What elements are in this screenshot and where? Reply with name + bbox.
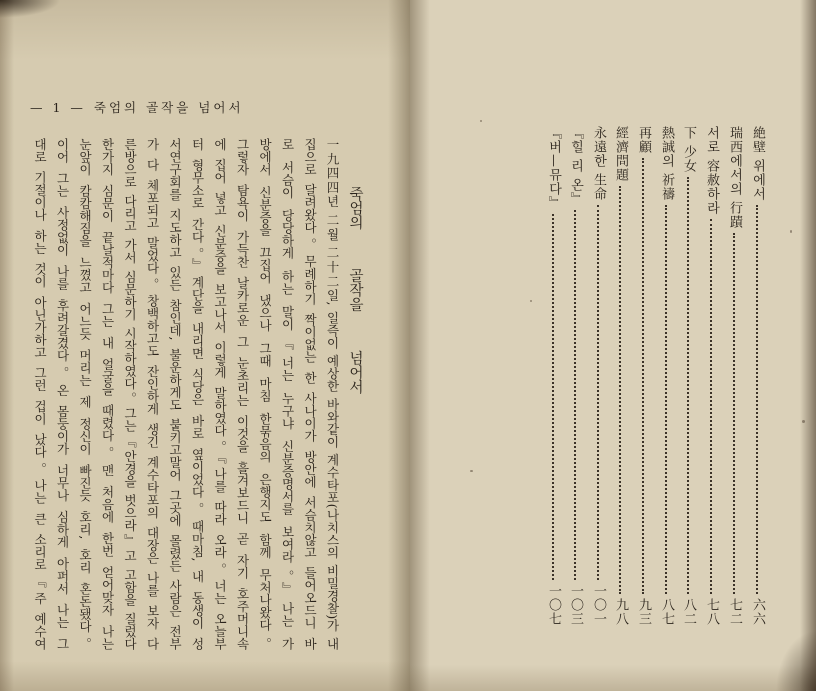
toc-entry-page: 八二	[681, 598, 696, 626]
toc-entry-page: 八七	[659, 598, 674, 626]
text-column: 에 집어 넣고 신분증을 보고나서 이렇게 말하였다。『나를 따라 오라。너는 오늘부	[212, 138, 228, 650]
running-head	[30, 100, 244, 116]
toc-entry	[611, 126, 629, 626]
paper-speck	[530, 300, 532, 302]
toc-dot-leader	[574, 210, 576, 580]
toc-entry	[544, 126, 562, 626]
toc-entry	[566, 126, 584, 626]
toc-entry-title: 『힐 리 온』	[568, 126, 583, 207]
toc-entry-title: 瑞西에서의 行蹟	[727, 126, 742, 230]
running-head-title: 죽엄의 골작을 넘어서	[93, 100, 244, 115]
toc-entry	[748, 126, 766, 626]
toc-dot-leader	[619, 186, 621, 594]
toc-entry	[634, 126, 652, 626]
toc-dot-leader	[597, 205, 599, 580]
text-column: 一九四四년 二월 二十二일, 일즉이 예상한 바와같이 계수타포(나치스의 비밀경찰)가 내	[325, 138, 340, 650]
text-column: 대로 기절이나 하는 것이 아닌가하고 그런 겁이 났다。나는 큰 소리로『주 예수여	[32, 138, 48, 650]
toc-dot-leader	[552, 214, 554, 580]
text-column: 눈앞이 캄캄해짐을 느꼈고 어느듯 머리는 제 정신이 빠진듯 호리, 호리 혼돈됐다。	[77, 138, 93, 650]
toc-entry-page: 一〇三	[568, 584, 583, 626]
toc-entry-title: 經濟問題	[613, 126, 628, 182]
toc-entry	[702, 126, 720, 626]
toc-dot-leader	[756, 205, 758, 594]
toc-dot-leader	[642, 158, 644, 594]
toc-entry-title: 『버—뮤다』	[546, 126, 561, 210]
text-column: 그렇자 탐욕이 가득찬 날카로운 그 눈초리는 이것을 흘겨보드니 곧 자기 호주머니속	[235, 138, 250, 650]
text-column: 방에서 신분증을 끄집어 냈으나 그때 마침 한묶음의 은행지도 함께 무처나왔다。	[257, 138, 273, 650]
text-column: 터 형무소로 간다。』계단을 내리면 식당은 바로 옆이었다。때마침, 내 동생이 성	[190, 138, 205, 650]
paper-speck	[790, 230, 792, 233]
text-column: 가 다 체포되고 말었다。창백하고도 잔인하게 생긴 계수타포의 대장은 나를 보자 다	[145, 138, 160, 650]
text-column: 른방으로 다리고 가서 심문하기 시작하였다。그는『안경을 벗으라』고 고함을 질렀다	[122, 138, 138, 650]
toc-dot-leader	[687, 177, 689, 594]
toc-entry-page: 七二	[727, 598, 742, 626]
toc-entry-title: 서로 容赦하라	[704, 126, 719, 216]
text-column: 이어 그는 사정없이 나를 후려갈겼다。온 몸둥이가 너무나 심하게 아퍼서 나는 그	[55, 138, 70, 650]
toc-entry-page: 六六	[750, 598, 765, 626]
toc-dot-leader	[665, 205, 667, 594]
paper-speck	[480, 120, 482, 122]
text-column: 한가지 심문이 끝날적마다 그는 내 얼굴을 때렸다。맨 처음에 한번 얻어맞자 나는	[100, 138, 115, 650]
toc-entry-title: 熱誠의 祈禱	[659, 126, 674, 202]
text-column: 로 서슴이 당당하게 하는 말이『너는 누구냐 신분증명서를 보여라。』나는 가	[280, 138, 295, 650]
toc-entry	[725, 126, 743, 626]
chapter-title: 죽엄의 골작을 넘어서	[347, 186, 363, 394]
toc-entry-page: 九八	[613, 598, 628, 626]
right-page	[410, 0, 816, 691]
paper-speck	[470, 470, 473, 472]
toc-entry	[589, 126, 607, 626]
paper-speck	[802, 420, 805, 423]
toc-entry	[679, 126, 697, 626]
toc-dot-leader	[710, 219, 712, 594]
toc-entry	[657, 126, 675, 626]
toc-entry-page: 九三	[636, 598, 651, 626]
text-column: 서연구회를 지도하고 있든 참인데, 불운하게도 붙키고말어 그곳에 몰렸든 사람은 전부	[167, 138, 183, 650]
toc-entry-title: 絶壁 위에서	[750, 126, 765, 202]
toc-entry-title: 再顧	[636, 126, 651, 154]
toc-entry-title: 永遠한 生命	[591, 126, 606, 202]
body-text	[28, 138, 343, 652]
text-column: 집으로 달려왔다。무례하기 짝이없는 한 사나이가 방안에 서슴치않고 들어오드니 바	[302, 138, 318, 650]
toc-entry-page: 一〇一	[591, 584, 606, 626]
toc-entry-page: 七八	[704, 598, 719, 626]
running-head-page-number: — 1 —	[30, 100, 86, 115]
toc-dot-leader	[733, 233, 735, 594]
toc-entry-page: 一〇七	[546, 584, 561, 626]
toc-entry-title: 下 少女	[681, 126, 696, 174]
